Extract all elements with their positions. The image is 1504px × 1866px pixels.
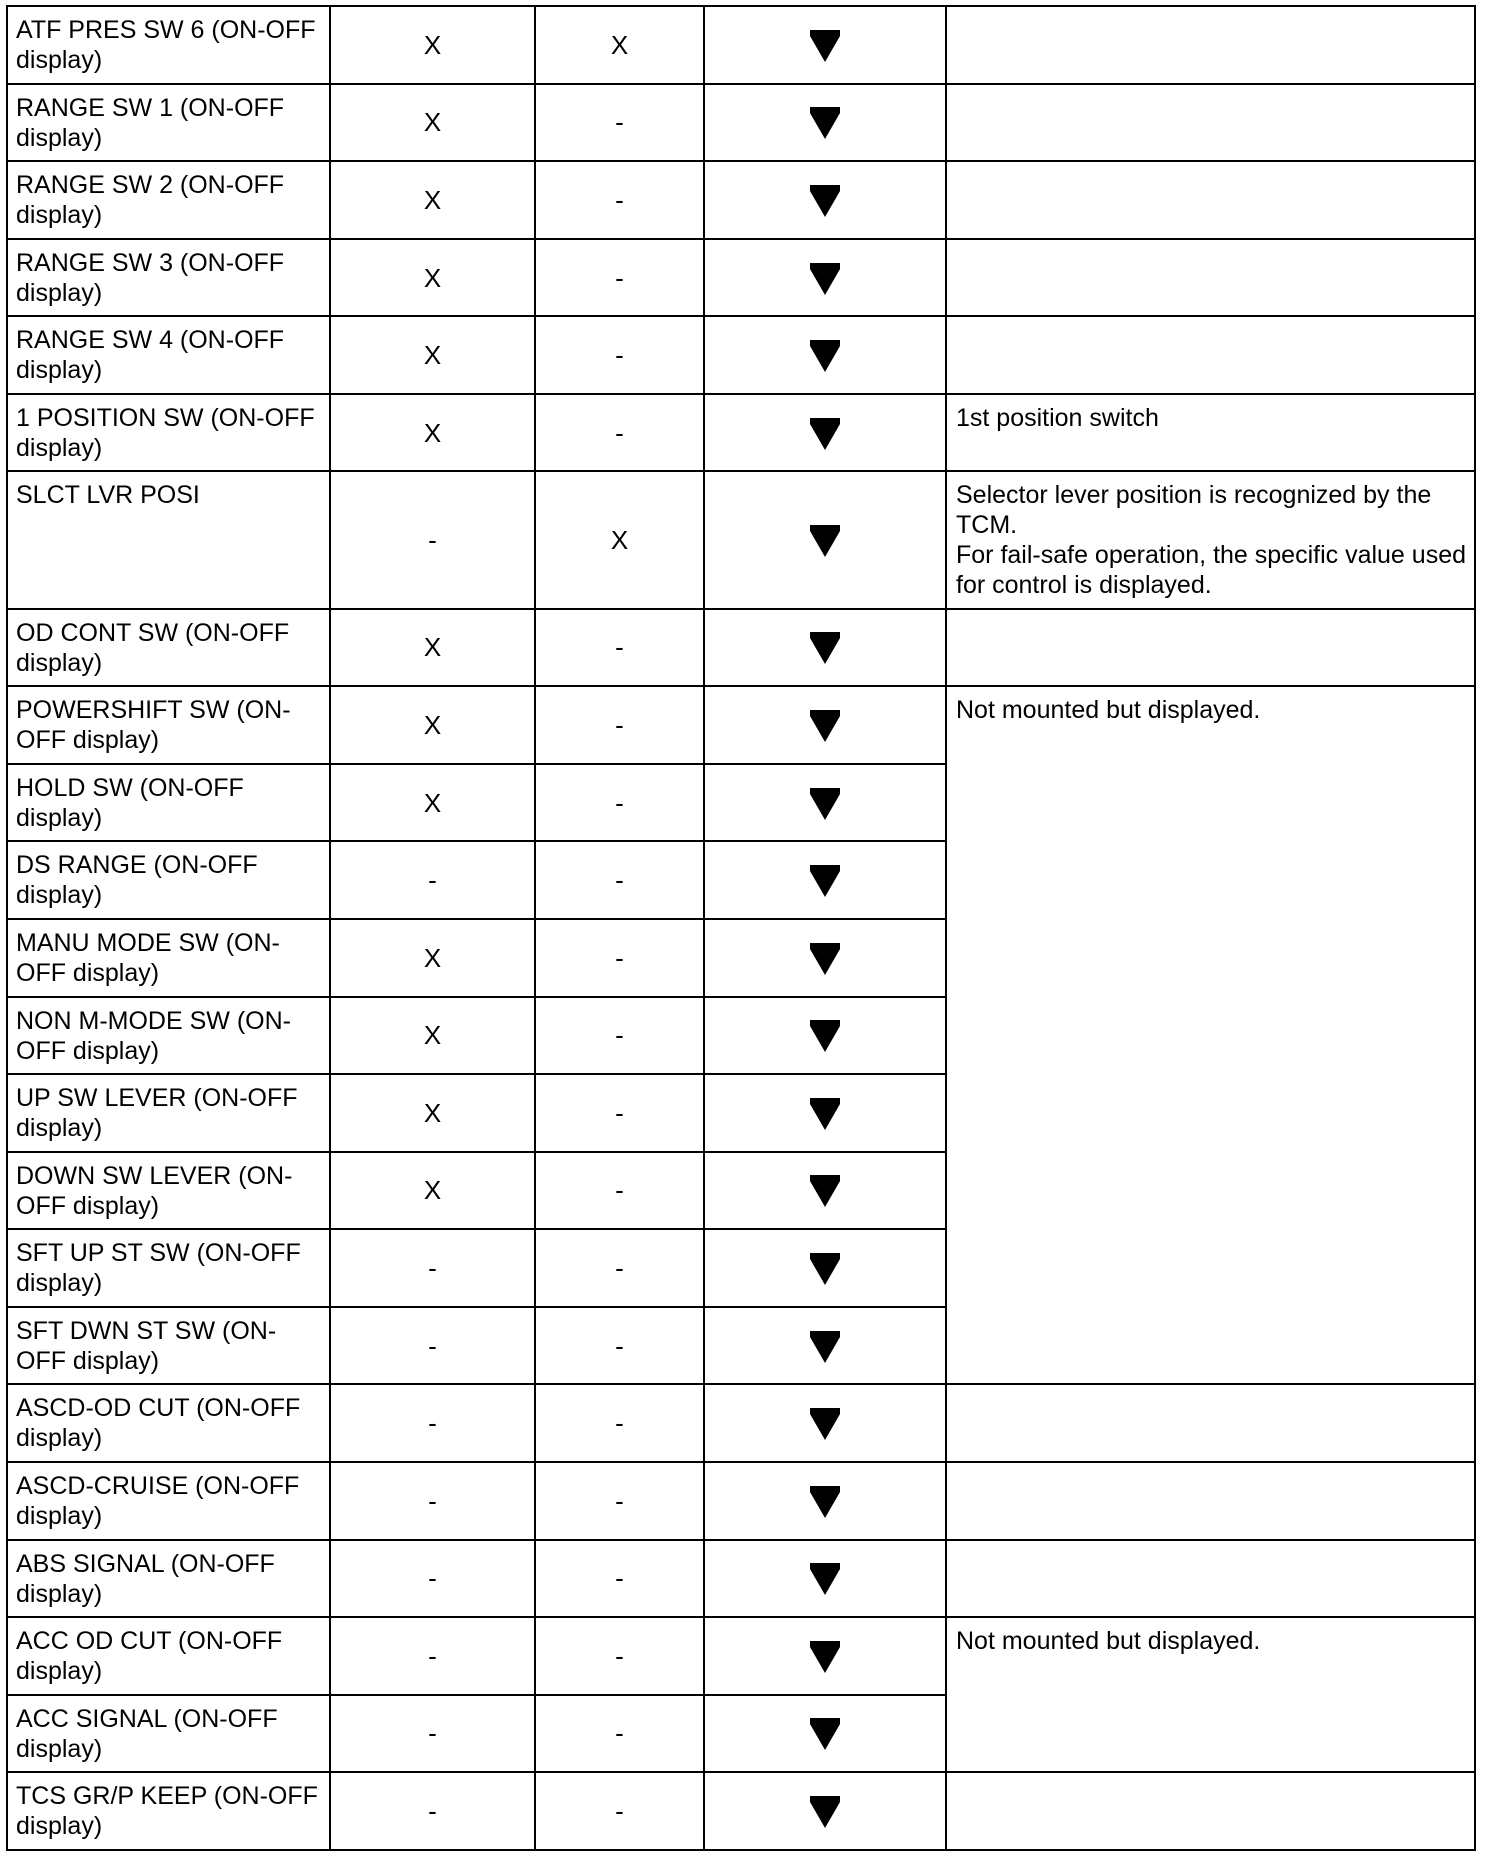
down-triangle-icon: [807, 1327, 843, 1365]
table-row: [7, 1772, 1475, 1850]
down-triangle-icon: [807, 861, 843, 899]
arrow-cell: [704, 841, 946, 919]
down-triangle-icon: [807, 103, 843, 141]
down-triangle-icon: [807, 414, 843, 452]
column-2-mark: -: [535, 161, 704, 239]
remarks-cell: [946, 471, 1475, 608]
column-2-mark: -: [535, 316, 704, 394]
down-triangle-icon: [807, 336, 843, 374]
column-2-mark: -: [535, 1617, 704, 1695]
arrow-cell: [704, 609, 946, 687]
item-name: HOLD SW (ON-OFF display): [7, 764, 330, 842]
remarks-line: Selector lever position is recognized by the TCM.: [956, 481, 1432, 540]
down-triangle-icon: [807, 1714, 843, 1752]
item-name: ASCD-CRUISE (ON-OFF display): [7, 1462, 330, 1540]
arrow-cell: [704, 1384, 946, 1462]
item-name: SFT UP ST SW (ON-OFF display): [7, 1229, 330, 1307]
table-row: [7, 6, 1475, 84]
remarks-cell: [946, 161, 1475, 239]
column-2-mark: -: [535, 1152, 704, 1230]
arrow-cell: [704, 471, 946, 608]
table-row: [7, 1617, 1475, 1695]
arrow-cell: [704, 6, 946, 84]
column-2-mark: -: [535, 239, 704, 317]
down-triangle-icon: [807, 939, 843, 977]
table-row: [7, 686, 1475, 764]
arrow-cell: [704, 394, 946, 472]
column-1-mark: X: [330, 316, 535, 394]
column-1-mark: X: [330, 84, 535, 162]
arrow-cell: [704, 1617, 946, 1695]
down-triangle-icon: [807, 521, 843, 559]
item-name: ASCD-OD CUT (ON-OFF display): [7, 1384, 330, 1462]
remarks-cell: Not mounted but displayed.: [946, 1617, 1475, 1772]
column-1-mark: X: [330, 1152, 535, 1230]
table-row: [7, 471, 1475, 608]
column-2-mark: -: [535, 1772, 704, 1850]
item-name: 1 POSITION SW (ON-OFF display): [7, 394, 330, 472]
column-2-mark: X: [535, 471, 704, 608]
arrow-cell: [704, 1772, 946, 1850]
column-1-mark: -: [330, 1772, 535, 1850]
column-2-mark: -: [535, 1229, 704, 1307]
column-2-mark: -: [535, 1307, 704, 1385]
column-2-mark: -: [535, 764, 704, 842]
arrow-cell: [704, 84, 946, 162]
down-triangle-icon: [807, 1171, 843, 1209]
arrow-cell: [704, 686, 946, 764]
table-row: [7, 316, 1475, 394]
item-name: OD CONT SW (ON-OFF display): [7, 609, 330, 687]
column-2-mark: -: [535, 1540, 704, 1618]
arrow-cell: [704, 1229, 946, 1307]
item-name: DOWN SW LEVER (ON-OFF display): [7, 1152, 330, 1230]
remarks-cell: [946, 1772, 1475, 1850]
remarks-cell: [946, 6, 1475, 84]
column-2-mark: -: [535, 1384, 704, 1462]
column-1-mark: X: [330, 161, 535, 239]
column-1-mark: -: [330, 1617, 535, 1695]
arrow-cell: [704, 161, 946, 239]
item-name: POWERSHIFT SW (ON-OFF display): [7, 686, 330, 764]
down-triangle-icon: [807, 1637, 843, 1675]
down-triangle-icon: [807, 1016, 843, 1054]
column-1-mark: X: [330, 764, 535, 842]
down-triangle-icon: [807, 26, 843, 64]
item-name: RANGE SW 3 (ON-OFF display): [7, 239, 330, 317]
table-row: [7, 239, 1475, 317]
down-triangle-icon: [807, 1249, 843, 1287]
column-1-mark: X: [330, 239, 535, 317]
column-1-mark: -: [330, 1229, 535, 1307]
arrow-cell: [704, 1695, 946, 1773]
column-2-mark: -: [535, 919, 704, 997]
item-name: RANGE SW 4 (ON-OFF display): [7, 316, 330, 394]
remarks-cell: [946, 84, 1475, 162]
column-1-mark: X: [330, 686, 535, 764]
item-name: ACC OD CUT (ON-OFF display): [7, 1617, 330, 1695]
down-triangle-icon: [807, 181, 843, 219]
column-2-mark: -: [535, 686, 704, 764]
arrow-cell: [704, 316, 946, 394]
down-triangle-icon: [807, 1094, 843, 1132]
column-2-mark: -: [535, 84, 704, 162]
table-row: [7, 1462, 1475, 1540]
column-1-mark: X: [330, 609, 535, 687]
item-name: RANGE SW 1 (ON-OFF display): [7, 84, 330, 162]
item-name: ABS SIGNAL (ON-OFF display): [7, 1540, 330, 1618]
column-2-mark: X: [535, 6, 704, 84]
arrow-cell: [704, 239, 946, 317]
table-row: [7, 1384, 1475, 1462]
down-triangle-icon: [807, 706, 843, 744]
arrow-cell: [704, 1307, 946, 1385]
item-name: DS RANGE (ON-OFF display): [7, 841, 330, 919]
monitor-item-table: [6, 5, 1476, 1851]
down-triangle-icon: [807, 784, 843, 822]
table-row: [7, 609, 1475, 687]
column-2-mark: -: [535, 609, 704, 687]
column-1-mark: -: [330, 841, 535, 919]
column-1-mark: -: [330, 1307, 535, 1385]
table-row: [7, 161, 1475, 239]
column-1-mark: -: [330, 1695, 535, 1773]
arrow-cell: [704, 764, 946, 842]
column-1-mark: -: [330, 1384, 535, 1462]
arrow-cell: [704, 919, 946, 997]
remarks-cell: Not mounted but displayed.: [946, 686, 1475, 1384]
remarks-cell: [946, 1540, 1475, 1618]
arrow-cell: [704, 997, 946, 1075]
remarks-cell: [946, 1462, 1475, 1540]
item-name: TCS GR/P KEEP (ON-OFF display): [7, 1772, 330, 1850]
item-name: NON M-MODE SW (ON-OFF display): [7, 997, 330, 1075]
column-2-mark: -: [535, 1462, 704, 1540]
arrow-cell: [704, 1152, 946, 1230]
column-1-mark: X: [330, 1074, 535, 1152]
column-2-mark: -: [535, 394, 704, 472]
column-2-mark: -: [535, 1695, 704, 1773]
column-1-mark: X: [330, 919, 535, 997]
item-name: SFT DWN ST SW (ON-OFF display): [7, 1307, 330, 1385]
column-1-mark: X: [330, 394, 535, 472]
column-2-mark: -: [535, 841, 704, 919]
down-triangle-icon: [807, 1559, 843, 1597]
column-1-mark: X: [330, 6, 535, 84]
item-name: RANGE SW 2 (ON-OFF display): [7, 161, 330, 239]
remarks-cell: [946, 609, 1475, 687]
remarks-cell: 1st position switch: [946, 394, 1475, 472]
down-triangle-icon: [807, 1792, 843, 1830]
arrow-cell: [704, 1074, 946, 1152]
item-name: SLCT LVR POSI: [7, 471, 330, 608]
item-name: MANU MODE SW (ON-OFF display): [7, 919, 330, 997]
arrow-cell: [704, 1540, 946, 1618]
down-triangle-icon: [807, 259, 843, 297]
remarks-cell: [946, 1384, 1475, 1462]
remarks-cell: [946, 239, 1475, 317]
column-2-mark: -: [535, 1074, 704, 1152]
column-1-mark: -: [330, 1462, 535, 1540]
down-triangle-icon: [807, 1404, 843, 1442]
down-triangle-icon: [807, 628, 843, 666]
item-name: ACC SIGNAL (ON-OFF display): [7, 1695, 330, 1773]
column-1-mark: X: [330, 997, 535, 1075]
column-1-mark: -: [330, 471, 535, 608]
arrow-cell: [704, 1462, 946, 1540]
table-row: [7, 1540, 1475, 1618]
remarks-line: For fail-safe operation, the specific value used for control is displayed.: [956, 541, 1466, 600]
table-row: [7, 84, 1475, 162]
item-name: UP SW LEVER (ON-OFF display): [7, 1074, 330, 1152]
column-1-mark: -: [330, 1540, 535, 1618]
remarks-cell: [946, 316, 1475, 394]
column-2-mark: -: [535, 997, 704, 1075]
table-row: [7, 394, 1475, 472]
item-name: ATF PRES SW 6 (ON-OFF display): [7, 6, 330, 84]
down-triangle-icon: [807, 1482, 843, 1520]
